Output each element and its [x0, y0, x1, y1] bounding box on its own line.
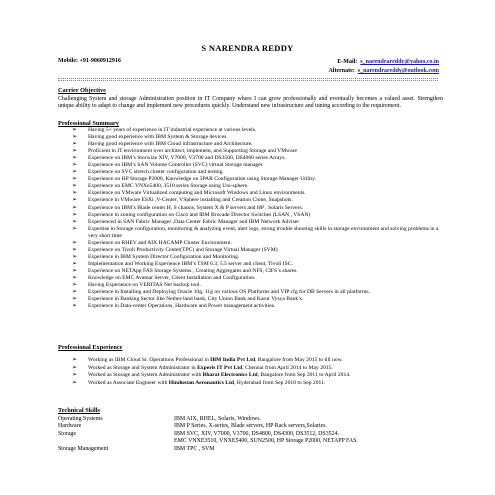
list-item: [72, 296, 444, 303]
objective-text: Challenging System and storage Administration position in IT Company where I can grow professionally and eventually becomes a valued asset. Strengthen unique ability to adapt to change and implement new procedures quickly. Understand new infrastructure and tuning according to the requirement.: [58, 96, 443, 110]
list-item-text: Experience on HP Storage P2000, Knowledge on 3PAR Configuration using Storage Manager Utility.: [88, 176, 316, 183]
employer-name: IBM India Pvt Ltd: [210, 357, 256, 363]
list-item: [72, 303, 444, 310]
list-item-text: Knowledge on EMC Avamar Server, Client Installation and Configuration.: [88, 274, 256, 281]
skill-category: [58, 438, 174, 445]
experience-list: [72, 357, 444, 387]
list-item-text: Experience on Tivoli Productivity Center(TPC) and Storage Virtual Manager (SVM): [88, 246, 278, 253]
bullet-arrow-icon: ➢: [72, 218, 78, 225]
list-item-text: Implementation and Working Experience IBM’s TSM 6.3, 5.5 server and client, Tivoli ISC.: [88, 260, 293, 267]
list-item: [72, 176, 444, 183]
list-item-text: Experience on IBM’s SAN Volume Controller (SVC) virtual Storage manager.: [88, 162, 264, 169]
objective-heading: Carrier Objective: [58, 87, 106, 94]
bullet-arrow-icon: ➢: [72, 148, 78, 155]
header-divider-2: [58, 80, 438, 81]
experience-period: , Chennai from April 2014 to May 2015.: [242, 364, 333, 371]
list-item: [72, 226, 444, 240]
list-item: [72, 247, 444, 254]
bullet-arrow-icon: ➢: [72, 183, 78, 190]
skill-values: IBM P Series, X-series, Blade servers, HP Rack servers,Solaries.: [174, 423, 327, 430]
list-item-text: Proficient in IT environment over architect, implement, and Supporting Storage and VMware: [88, 148, 298, 155]
bullet-arrow-icon: ➢: [72, 197, 78, 204]
list-item-text: Experience on EMC VNXe5400, 3510 series Storage using Uni-sphere.: [88, 183, 249, 190]
list-item-text: Experience in Installing and Deploying Oracle 10g, 11g on various OS Platforms and VIP cfg for DB Servers in all platforms.: [88, 289, 370, 296]
experience-item: [72, 380, 444, 388]
skill-row: [58, 423, 444, 430]
bullet-arrow-icon: ➢: [72, 134, 78, 141]
list-item: [72, 275, 444, 282]
list-item-text: Having good experience with IBM System & Storage devices.: [88, 134, 228, 141]
list-item: [72, 205, 444, 212]
experience-text: Worked as Associate Engineer with: [88, 379, 169, 386]
bullet-arrow-icon: ➢: [72, 162, 78, 169]
alternate-label: Alternate:: [328, 68, 355, 74]
bullet-arrow-icon: ➢: [72, 260, 78, 267]
list-item: [72, 148, 444, 155]
summary-list: [72, 127, 444, 310]
list-item: [72, 268, 444, 275]
experience-heading: Professional Experience: [58, 344, 123, 351]
bullet-arrow-icon: ➢: [72, 282, 78, 289]
skill-category: Hardware: [58, 423, 82, 430]
employer-name: Hindustan Aeronautics Ltd: [168, 379, 234, 386]
alternate-email-link[interactable]: s_narendrareddy@outlook.com: [357, 68, 439, 74]
list-item-text: Experienced in SAN Fabric Manager ,Data Center Fabric Manager and IBM Network Adviser: [88, 218, 300, 225]
list-item-text: Experience in zoning configuration on Cisco and IBM Brocade Director Switches (LSAN , VSAN): [88, 211, 311, 218]
header-divider: [58, 78, 438, 79]
bullet-arrow-icon: ➢: [72, 267, 78, 274]
experience-text: Worked as Storage and System Administrator in: [88, 364, 198, 371]
employer-name: Experis IT Pvt Ltd: [197, 364, 243, 371]
experience-item: [72, 372, 444, 380]
bullet-arrow-icon: ➢: [72, 379, 78, 386]
bullet-arrow-icon: ➢: [72, 211, 78, 218]
list-item: [72, 289, 444, 296]
employer-name: Bharat Electronics Ltd: [202, 372, 258, 379]
skills-heading: Technical Skills: [58, 407, 100, 414]
list-item-text: Experience on IBM’s Blade center H, S chassis, System X & P servers and HP , Solaris Servers.: [88, 204, 304, 211]
bullet-arrow-icon: ➢: [72, 239, 78, 246]
list-item: [72, 127, 444, 134]
skill-category: Storage: [58, 430, 76, 437]
bullet-arrow-icon: ➢: [72, 204, 78, 211]
skill-values: IBM SVC, XIV, V7000, V3700, DS4800, DS4300, DS3512, DS3524.: [174, 430, 339, 437]
bullet-arrow-icon: ➢: [72, 253, 78, 260]
list-item-text: Experience on RHEV and AIX HACAMP Cluster Environment.: [88, 239, 232, 246]
mobile-number: Mobile: +91-9060912916: [58, 58, 121, 64]
list-item-text: Experience in VMware ESXi ,V-Center, VSphere installing and Creation Clone, Snapshots.: [88, 197, 293, 204]
bullet-arrow-icon: ➢: [72, 303, 78, 310]
bullet-arrow-icon: ➢: [72, 141, 78, 148]
list-item-text: Experience in Data-center Operations, Hardware and Power management activities.: [88, 303, 276, 310]
candidate-name: S NARENDRA REDDY: [201, 43, 294, 53]
list-item: [72, 240, 444, 247]
skill-row: [58, 438, 444, 445]
email-link[interactable]: s_narendrareddy@yahoo.co.in: [360, 59, 439, 65]
skill-row: [58, 416, 444, 423]
bullet-arrow-icon: ➢: [72, 169, 78, 176]
experience-text: Working as IBM Cloud Sr. Operations Professional in: [88, 357, 211, 363]
contact-emails: [328, 58, 439, 76]
bullet-arrow-icon: ➢: [72, 364, 78, 371]
bullet-arrow-icon: ➢: [72, 357, 78, 363]
bullet-arrow-icon: ➢: [72, 127, 78, 133]
list-item: [72, 261, 444, 268]
skill-row: [58, 446, 444, 453]
skill-row: [58, 431, 444, 438]
list-item: [72, 254, 444, 261]
email-label: E-Mail:: [337, 59, 358, 65]
experience-text: Worked as Storage and System Administrator with: [88, 372, 203, 379]
list-item-text: Having Experience on VERITAS Net backup tool.: [88, 282, 202, 289]
list-item-text: Experience in Banking Sector like Nether-land bank, City Union Bank and Karur Vysya Bank’s.: [88, 296, 304, 303]
experience-period: , Bangalore from Sep 2011 to April 2014.: [257, 372, 351, 379]
list-item-text: Experience on NETApp FAS Storage Systems , Creating Aggregates and NFS, CIFS’s shares.: [88, 267, 298, 274]
list-item-text: Experience in IBM System Director Configuration and Monitoring.: [88, 253, 240, 260]
experience-period: , Bangalore from May 2015 to till now.: [255, 357, 343, 363]
experience-period: , Hyderabad from Sep 2010 to Sep 2011.: [233, 379, 326, 386]
skill-values: IBM AIX, RHEL, Solaris, Windows.: [174, 416, 262, 422]
list-item-text: Experience on IBM’s Storwize XIV, V7000, V3700 and DS3500, DS4000 series Arrays.: [88, 155, 286, 162]
bullet-arrow-icon: ➢: [72, 190, 78, 197]
list-item-text: Expertise in Storage configuration, monitoring & analyzing event, alert logs, strong trouble shooting skills in storage environment and solving problems in a very short time: [88, 225, 439, 239]
bullet-arrow-icon: ➢: [72, 176, 78, 183]
list-item-text: Experience on VMware Virtualized computing and Microsoft Windows and Linux environments.: [88, 190, 306, 197]
skills-table: [58, 416, 444, 453]
bullet-arrow-icon: ➢: [72, 155, 78, 162]
bullet-arrow-icon: ➢: [72, 246, 78, 253]
list-item-text: Having 5+ years of experience in IT industrial experience at various levels.: [88, 127, 257, 133]
bullet-arrow-icon: ➢: [72, 274, 78, 281]
summary-heading: Professional Summary: [58, 120, 119, 127]
list-item: [72, 219, 444, 226]
skill-category: Storage Management: [58, 445, 109, 452]
skill-category: Operating Systems: [58, 416, 103, 422]
list-item: [72, 190, 444, 197]
list-item: [72, 212, 444, 219]
skill-values: IBM TPC , SVM: [174, 445, 215, 452]
list-item: [72, 197, 444, 204]
bullet-arrow-icon: ➢: [72, 225, 78, 232]
list-item-text: Experience on SVC stretch cluster configuration and testing.: [88, 169, 224, 176]
bullet-arrow-icon: ➢: [72, 296, 78, 303]
bullet-arrow-icon: ➢: [72, 372, 78, 379]
skill-values: EMC VNXE3510, VNXE5400, SUN2500, HP Storage P2000, NETAPP FAS.: [174, 438, 358, 445]
list-item-text: Having good experience with IBM Cloud infrastructure and Architecture.: [88, 141, 253, 148]
bullet-arrow-icon: ➢: [72, 289, 78, 296]
experience-item: [72, 357, 444, 365]
